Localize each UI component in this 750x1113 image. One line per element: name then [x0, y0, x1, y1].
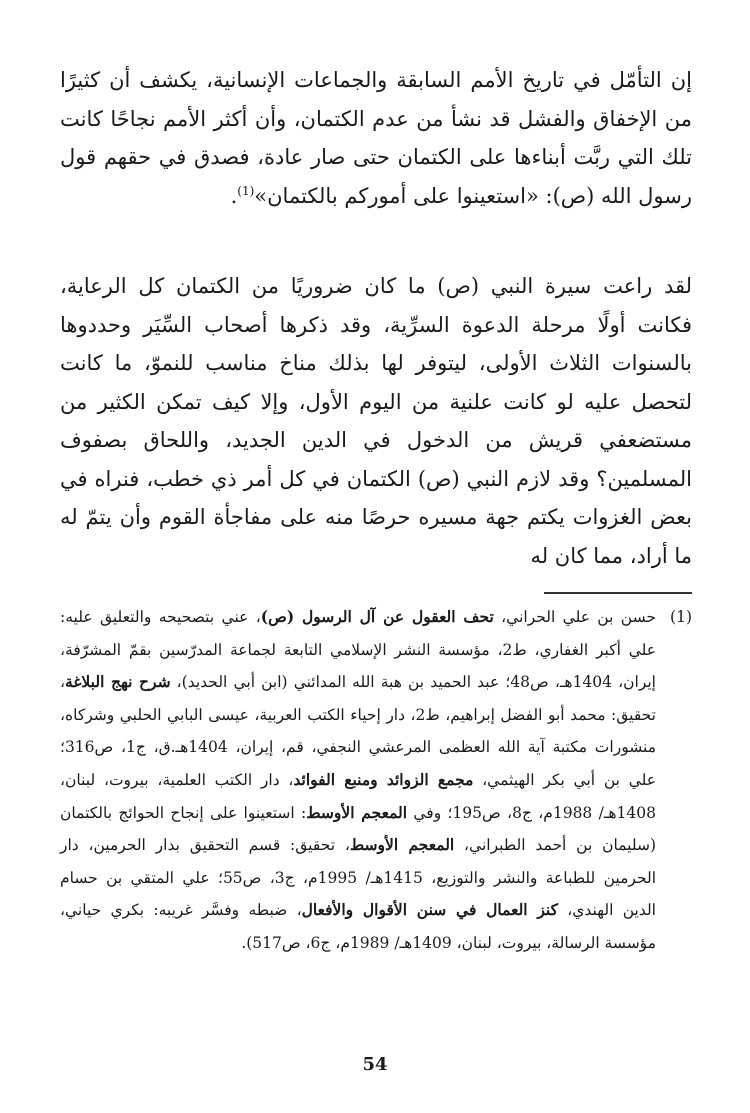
footnote-number: (1) [670, 608, 692, 626]
footnote-text [60, 601, 656, 960]
footnote-book-title: تحف العقول عن آل الرسول (ص) [260, 607, 494, 626]
footnote-book-title: مجمع الزوائد ومنبع الفوائد [293, 769, 474, 789]
footnote-segment: ، ضبطه وفسَّر غريبه: بكري حياني، مؤسسة الرسالة، بيروت، لبنان، 1409هـ/ 1989م، ج6، ص517). [60, 901, 656, 952]
page-number: 54 [362, 1054, 388, 1075]
footnote-segment: ، تحقيق: محمد أبو الفضل إبراهيم، ط2، دار إحياء الكتب العربية، عيسى البابي الحلبي وشركاه، منشورات مكتبة آية الله العظمى المرعشي النجفي، قم، إيران، 1404هـ.ق، ج1، ص316؛ علي بن أبي بكر الهيثمي، [60, 673, 657, 789]
footnote-segment: ، عني بتصحيحه والتعليق عليه: علي أكبر الغفاري، ط2، مؤسسة النشر الإسلامي التابعة لجماعة المدرّسين بقمّ المشرّفة، إيران، 1404هـ، ص48؛ عبد الحميد بن هبة الله المدائني (ابن أبي الحديد)، [60, 608, 656, 692]
paragraph-1-text: إن التأمّل في تاريخ الأمم السابقة والجماعات الإنسانية، يكشف أن كثيرًا من الإخفاق والفشل قد نشأ من عدم الكتمان، وأن أكثر الأمم نجاحًا كانت تلك التي ربَّت أبناءها على الكتمان حتى صار عادة، فصدق في حقهم قول رسول الله (ص): «استعينوا على أموركم بالكتمان» [60, 68, 692, 208]
footnote-segment: حسن بن علي الحراني، [493, 608, 656, 626]
footnote-separator [544, 592, 692, 594]
footnote-book-title: المعجم الأوسط [349, 835, 455, 855]
footnote-book-title: المعجم الأوسط [306, 802, 408, 822]
footnote-segment: ، دار الكتب العلمية، بيروت، لبنان، 1408هـ/ 1988م، ج8، ص195؛ وفي [60, 770, 656, 822]
body-paragraph-1 [60, 61, 692, 215]
footnote-book-title: كنز العمال في سنن الأقوال والأفعال [301, 900, 558, 920]
body-paragraph-2: لقد راعت سيرة النبي (ص) ما كان ضروريًا من الكتمان كل الرعاية، فكانت أولًا مرحلة الدعوة السرِّية، وقد ذكرها أصحاب السِّيَر وحددوها بالسنوات الثلاث الأولى، ليتوفر لها بذلك مناخ مناسب للنموّ، ما كانت لتحصل عليه لو كانت علنية من اليوم الأول، وإلا كيف تمكن الكثير من مستضعفي قريش من الدخول في الدين الجديد، واللحاق بصفوف المسلمين؟ وقد لازم النبي (ص) الكتمان في كل أمر ذي خطب، فنراه في بعض الغزوات يكتم جهة مسيره حرصًا منه على مفاجأة القوم وأن يتمّ له ما أراد، مما كان له [60, 274, 692, 568]
footnote-1 [60, 601, 692, 960]
footnote-book-title: شرح نهج البلاغة [65, 672, 171, 692]
footnote-segment: : استعينوا على إنجاح الحوائج بالكتمان (سليمان بن أحمد الطبراني، [60, 803, 656, 855]
footnote-reference[interactable]: (1) [237, 183, 255, 198]
paragraph-1-end: . [230, 183, 238, 208]
footnote-segment: ، تحقيق: قسم التحقيق بدار الحرمين، دار الحرمين للطباعة والنشر والتوزيع، 1415هـ/ 1995م، ج3، ص55؛ علي المتقي بن حسام الدين الهندي، [60, 836, 656, 920]
